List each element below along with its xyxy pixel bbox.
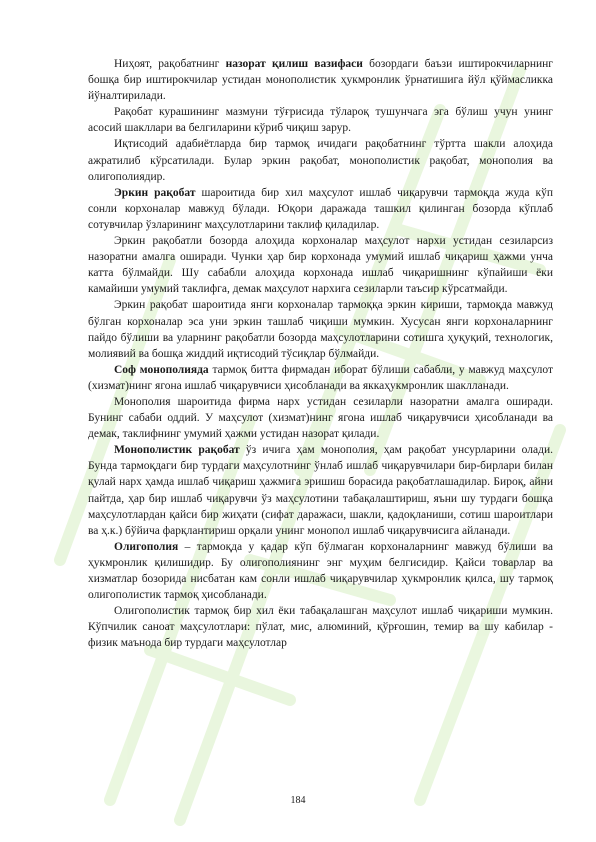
document-body xyxy=(88,56,553,651)
paragraph xyxy=(88,185,553,233)
bold-term: Олигополия xyxy=(114,540,179,553)
text-run: Рақобат курашининг мазмуни тўғрисида тўлароқ тушунчага эга бўлиш учун унинг асосий шакллари ва белгиларини кўриб чиқиш зарур. xyxy=(88,106,553,135)
text-run: Эркин рақобатли бозорда алоҳида корхоналар маҳсулот нархи устидан сезиларсиз назоратни амалга оширади. Чунки ҳар бир корхонада умумий ишлаб чиқариш ҳажми унча катта бўлмайди. Шу сабабли алоҳида корхонада ишлаб чиқаришнинг кўпайиши ёки камайиши умумий таклифга, демак маҳсулот нархига сезиларли таъсир кўрсатмайди. xyxy=(88,235,553,296)
paragraph xyxy=(88,104,553,136)
text-run: шароитида бир хил маҳсулот ишлаб чиқарувчи тармоқда жуда кўп сонли корхоналар мавжуд бўлади. Юқори даражада ташкил қилинган бозорда кўплаб сотувчилар ўзларининг маҳсулотларини таклиф қиладилар. xyxy=(88,186,553,231)
paragraph xyxy=(88,56,553,104)
bold-term: назорат қилиш вазифаси xyxy=(225,58,363,70)
text-run: ўз ичига ҳам монополия, ҳам рақобат унсурларини олади. Бунда тармоқдаги бир турдаги маҳсулотнинг ўнлаб ишлаб чиқарувчилари бир-бирлари билан қулай нарх ҳамда ишлаб чиқариш ҳажмига эришиш борасида рақобатлашадилар. Бироқ, айни пайтда, ҳар бир ишлаб чиқарувчи ўз маҳсулотини табақалаштириш, яъни шу турдаги бошқа маҳсулотлардан қайси бир жиҳати (сифат даражаси, шакли, қадоқланиши, сотиш шароитлари ва ҳ.к.) бўйича фарқлантириш орқали унинг монопол ишлаб чиқарувчисига айланади. xyxy=(88,444,553,537)
paragraph xyxy=(88,233,553,297)
bold-term: Соф монополияда xyxy=(114,363,209,376)
text-run: бозордаги баъзи иштирокчиларнинг бошқа бир иштирокчилар устидан монополистик ҳукмронлик ўрнатишига йўл қўймасликка йўналтирилади. xyxy=(88,58,553,103)
watermark-stroke-3 xyxy=(150,650,290,700)
page-number: 184 xyxy=(290,795,306,806)
paragraph xyxy=(88,394,553,442)
paragraph xyxy=(88,297,553,361)
text-run: Иқтисодий адабиётларда бир тармоқ ичидаги рақобатнинг тўртта шакли алоҳида ажратилиб кўрсатилади. Булар эркин рақобат, монополистик рақобат, монополия ва олигополиядир. xyxy=(88,138,553,183)
paragraph xyxy=(88,539,553,603)
paragraph xyxy=(88,136,553,184)
text-run: Ниҳоят, рақобатнинг xyxy=(114,58,226,70)
text-run: Эркин рақобат шароитида янги корхоналар тармоққа эркин кириши, тармоқда мавжуд бўлган корхоналар эса уни эркин ташлаб чиқиши мумкин. Хусусан янги корхоналарнинг пайдо бўлиши ва уларнинг рақобатли бозорда маҳсулотларини сотишга ҳуқуқий, технологик, молиявий ва бошқа жиддий иқтисодий тўсиқлар бўлмайди. xyxy=(88,299,553,360)
bold-term: Эркин рақобат xyxy=(114,186,196,199)
bold-term: Монополистик рақобат xyxy=(114,444,240,457)
text-run: – тармоқда у қадар кўп бўлмаган корхоналарнинг мавжуд бўлиши ва ҳукмронлик қилишидир. Бу олигополиянинг энг муҳим белгисидир. Қайси товарлар ва хизматлар бозорида нисбатан кам сонли ишлаб чиқарувчилар ҳукмронлик қилса, шу тармоқ олигополистик тармоқ ҳисобланади. xyxy=(88,540,553,602)
text-run: тармоқ битта фирмадан иборат бўлиши сабабли, у мавжуд маҳсулот (хизмат)нинг ягона ишлаб чиқарувчиси ҳисобланади ва яккаҳукмронлик шаклланади. xyxy=(88,363,553,392)
text-run: Монополия шароитида фирма нарх устидан сезиларли назоратни амалга оширади. Бунинг сабаби оддий. У маҳсулот (хизмат)нинг ягона ишлаб чиқарувчиси ҳисобланади ва демак, таклифнинг умумий ҳажми устидан назорат қилади. xyxy=(88,395,553,441)
paragraph xyxy=(88,603,553,651)
text-run: Олигополистик тармоқ бир хил ёки табақалашган маҳсулот ишлаб чиқариши мумкин. Кўпчилик саноат маҳсулотлари: пўлат, мис, алюминий, қўрғошин, темир ва шу кабилар - физик маънода бир турдаги маҳсулотлар xyxy=(88,605,553,650)
paragraph xyxy=(88,362,553,394)
paragraph xyxy=(88,442,553,539)
